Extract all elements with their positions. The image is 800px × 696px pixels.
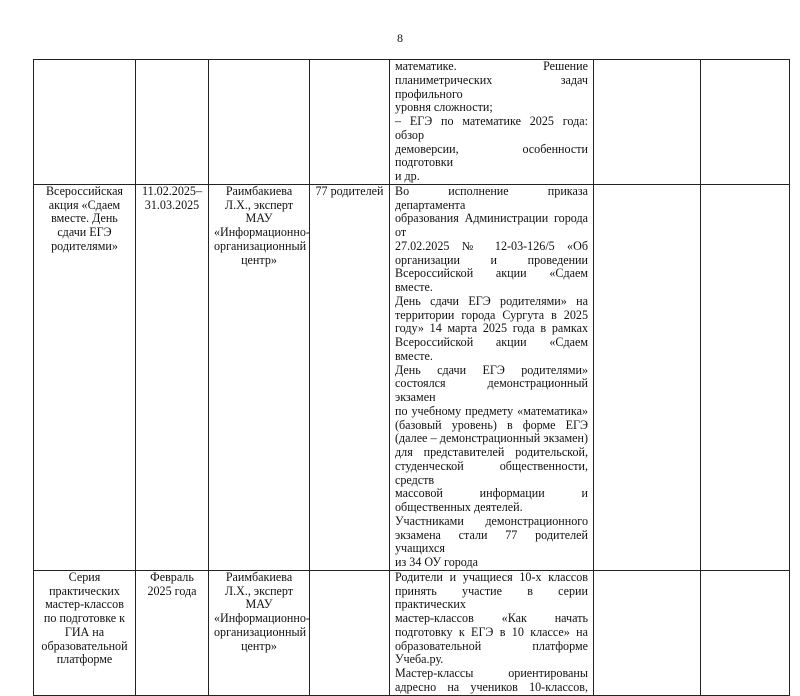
description-line: образовательной платформе Учеба.ру. — [395, 638, 588, 667]
description-line: День сдачи ЕГЭ родителями» на — [395, 293, 588, 308]
page-number: 8 — [397, 31, 403, 45]
description-line: образования Администрации города от — [395, 211, 588, 239]
description-line: Во исполнение приказа департамента — [395, 183, 588, 212]
description-line: территории города Сургута в 2025 — [395, 307, 588, 322]
participants-cell — [310, 60, 390, 185]
description-line: студенческой общественности, средств — [395, 458, 588, 487]
description-cell — [390, 60, 594, 185]
description-line: для представителей родительской, — [395, 445, 588, 459]
responsible-cell: Раимбакиева Л.Х., эксперт МАУ «Информационно-организационный центр» — [209, 570, 310, 695]
empty-cell — [594, 184, 701, 570]
description-line: Родители и учащиеся 10-х классов — [395, 569, 588, 584]
event-cell — [34, 60, 136, 185]
description-line: математике. Решение — [395, 59, 588, 73]
activities-table — [33, 59, 790, 696]
description-line: организации и проведении — [395, 252, 588, 267]
empty-cell — [701, 184, 790, 570]
description-line: демоверсии, особенности подготовки — [395, 141, 588, 170]
description-line: адресно на учеников 10-классов, — [395, 679, 588, 694]
description-line: принять участие в серии практических — [395, 583, 588, 612]
description-line: подготовку к ЕГЭ в 10 классе» на — [395, 624, 588, 639]
description-line: 27.02.2025 № 12-03-126/5 «Об — [395, 238, 588, 253]
description-line: экзамена стали 77 родителей учащихся — [395, 527, 588, 556]
description-line: по учебному предмету «математика» — [395, 403, 588, 418]
description-line: Всероссийской акции «Сдаем вместе. — [395, 266, 588, 294]
description-line: День сдачи ЕГЭ родителями» — [395, 362, 588, 377]
description-line: Участниками демонстрационного — [395, 513, 588, 528]
dates-cell: Февраль 2025 года — [136, 570, 209, 695]
description-line: Всероссийской акции «Сдаем вместе. — [395, 335, 588, 363]
participants-cell: 77 родителей — [310, 184, 390, 570]
table-row — [34, 184, 790, 570]
description-cell — [390, 184, 594, 570]
responsible-cell: Раимбакиева Л.Х., эксперт МАУ «Информационно-организационный центр» — [209, 184, 310, 570]
description-line: массовой информации и — [395, 486, 588, 501]
description-line: уровня сложности; — [395, 100, 493, 115]
description-line: общественных деятелей. — [395, 500, 523, 514]
description-line: (далее – демонстрационный экзамен) — [395, 431, 588, 446]
empty-cell — [701, 570, 790, 695]
event-cell: Серия практических мастер-классов по подготовке к ГИА на образовательной платформе — [34, 570, 136, 695]
description-line: мастер-классов «Как начать — [395, 611, 588, 625]
description-line: из 34 ОУ города — [395, 555, 479, 569]
empty-cell — [594, 60, 701, 185]
empty-cell — [701, 60, 790, 185]
participants-cell — [310, 570, 390, 695]
description-line: планиметрических задач профильного — [395, 72, 588, 101]
description-line: состоялся демонстрационный экзамен — [395, 376, 588, 404]
description-line: – ЕГЭ по математике 2025 года: обзор — [395, 114, 588, 142]
description-line: году» 14 марта 2025 года в рамках — [395, 321, 588, 336]
table-row — [34, 60, 790, 185]
description-line: Мастер-классы ориентированы — [395, 666, 588, 680]
description-cell — [390, 570, 594, 695]
table-row — [34, 570, 790, 695]
responsible-cell — [209, 60, 310, 185]
event-cell: Всероссийская акция «Сдаем вместе. День сдачи ЕГЭ родителями» — [34, 184, 136, 570]
empty-cell — [594, 570, 701, 695]
description-line: (базовый уровень) в форме ЕГЭ — [395, 417, 588, 432]
dates-cell — [136, 60, 209, 185]
dates-cell: 11.02.2025– 31.03.2025 — [136, 184, 209, 570]
description-line: и др. — [395, 169, 420, 183]
